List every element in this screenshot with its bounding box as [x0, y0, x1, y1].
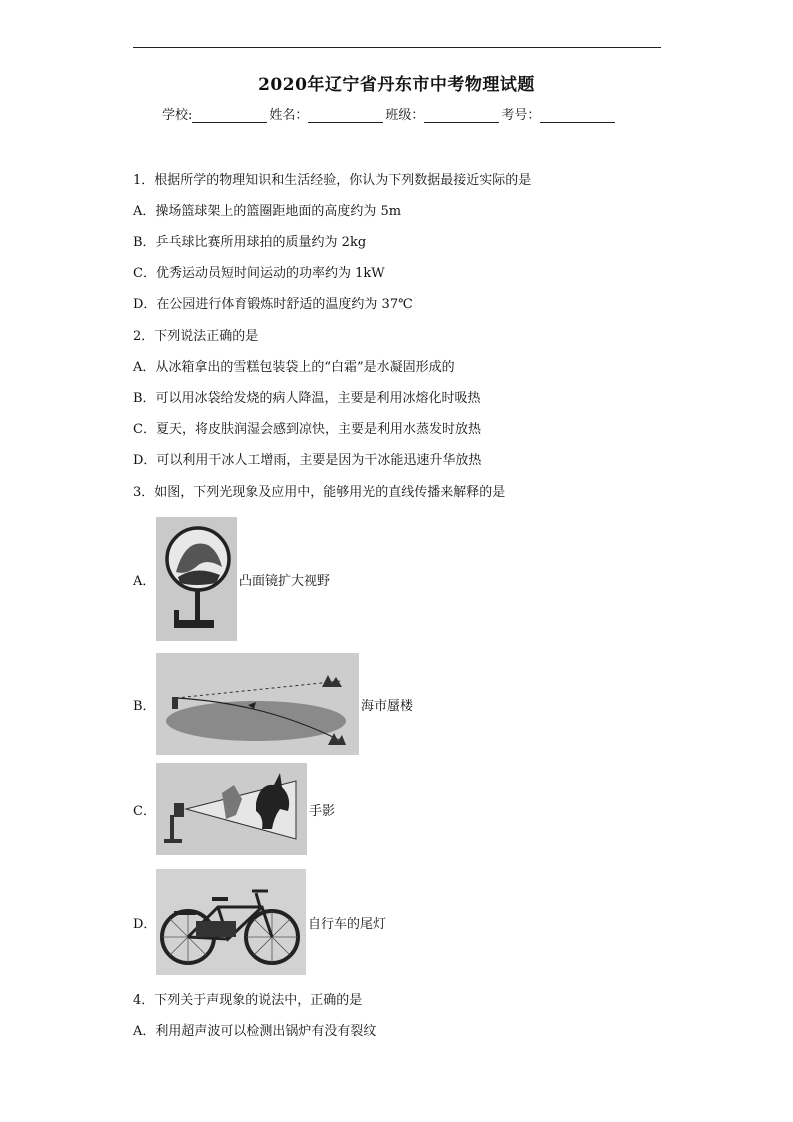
q2-option-c: C．夏天，将皮肤润湿会感到凉快，主要是利用水蒸发时放热	[133, 422, 481, 437]
q3-stem: 3．如图，下列光现象及应用中，能够用光的直线传播来解释的是	[133, 485, 506, 500]
page-title: 2020年辽宁省丹东市中考物理试题	[258, 75, 535, 95]
bicycle-image	[156, 869, 306, 975]
top-rule	[133, 47, 661, 48]
q3-option-b	[133, 653, 413, 755]
student-info-row	[162, 104, 617, 123]
q3-option-d-letter: D．	[133, 916, 157, 932]
q3-option-a-letter: A．	[133, 573, 156, 589]
q2-option-d: D．可以利用干冰人工增雨，主要是因为干冰能迅速升华放热	[133, 453, 482, 468]
school-label: 学校:	[162, 108, 193, 123]
number-label: 考号：	[501, 108, 541, 123]
q4-stem: 4．下列关于声现象的说法中，正确的是	[133, 993, 363, 1008]
school-blank	[192, 108, 267, 123]
q1-option-c: C．优秀运动员短时间运动的功率约为 1kW	[133, 266, 385, 281]
q3-option-b-caption: 海市蜃楼	[361, 698, 414, 714]
class-label: 班级：	[385, 108, 425, 123]
mirage-image	[156, 653, 359, 755]
q1-option-d: D．在公园进行体育锻炼时舒适的温度约为 37℃	[133, 297, 413, 312]
q3-option-c	[133, 763, 335, 855]
hand-shadow-image	[156, 763, 307, 855]
number-blank	[540, 108, 615, 123]
class-blank	[424, 108, 499, 123]
q2-option-b: B．可以用冰袋给发烧的病人降温，主要是利用冰熔化时吸热	[133, 391, 481, 406]
q2-option-a: A．从冰箱拿出的雪糕包装袋上的“白霜”是水凝固形成的	[133, 360, 455, 375]
q4-option-a: A．利用超声波可以检测出锅炉有没有裂纹	[133, 1024, 377, 1039]
q3-option-a-caption: 凸面镜扩大视野	[239, 573, 331, 589]
name-blank	[308, 108, 383, 123]
q1-option-b: B．乒乓球比赛所用球拍的质量约为 2kg	[133, 235, 367, 250]
convex-mirror-image	[156, 517, 237, 641]
q3-option-b-letter: B．	[133, 698, 156, 714]
name-label: 姓名：	[269, 108, 309, 123]
q3-option-d-caption: 自行车的尾灯	[308, 916, 387, 932]
q1-option-a: A．操场篮球架上的篮圈距地面的高度约为 5m	[133, 204, 402, 219]
q3-option-d	[133, 869, 386, 975]
q3-option-c-caption: 手影	[309, 803, 336, 819]
q3-option-c-letter: C．	[133, 803, 156, 819]
q2-stem: 2．下列说法正确的是	[133, 329, 259, 344]
q1-stem: 1．根据所学的物理知识和生活经验，你认为下列数据最接近实际的是	[133, 173, 532, 188]
q3-option-a	[133, 517, 330, 641]
